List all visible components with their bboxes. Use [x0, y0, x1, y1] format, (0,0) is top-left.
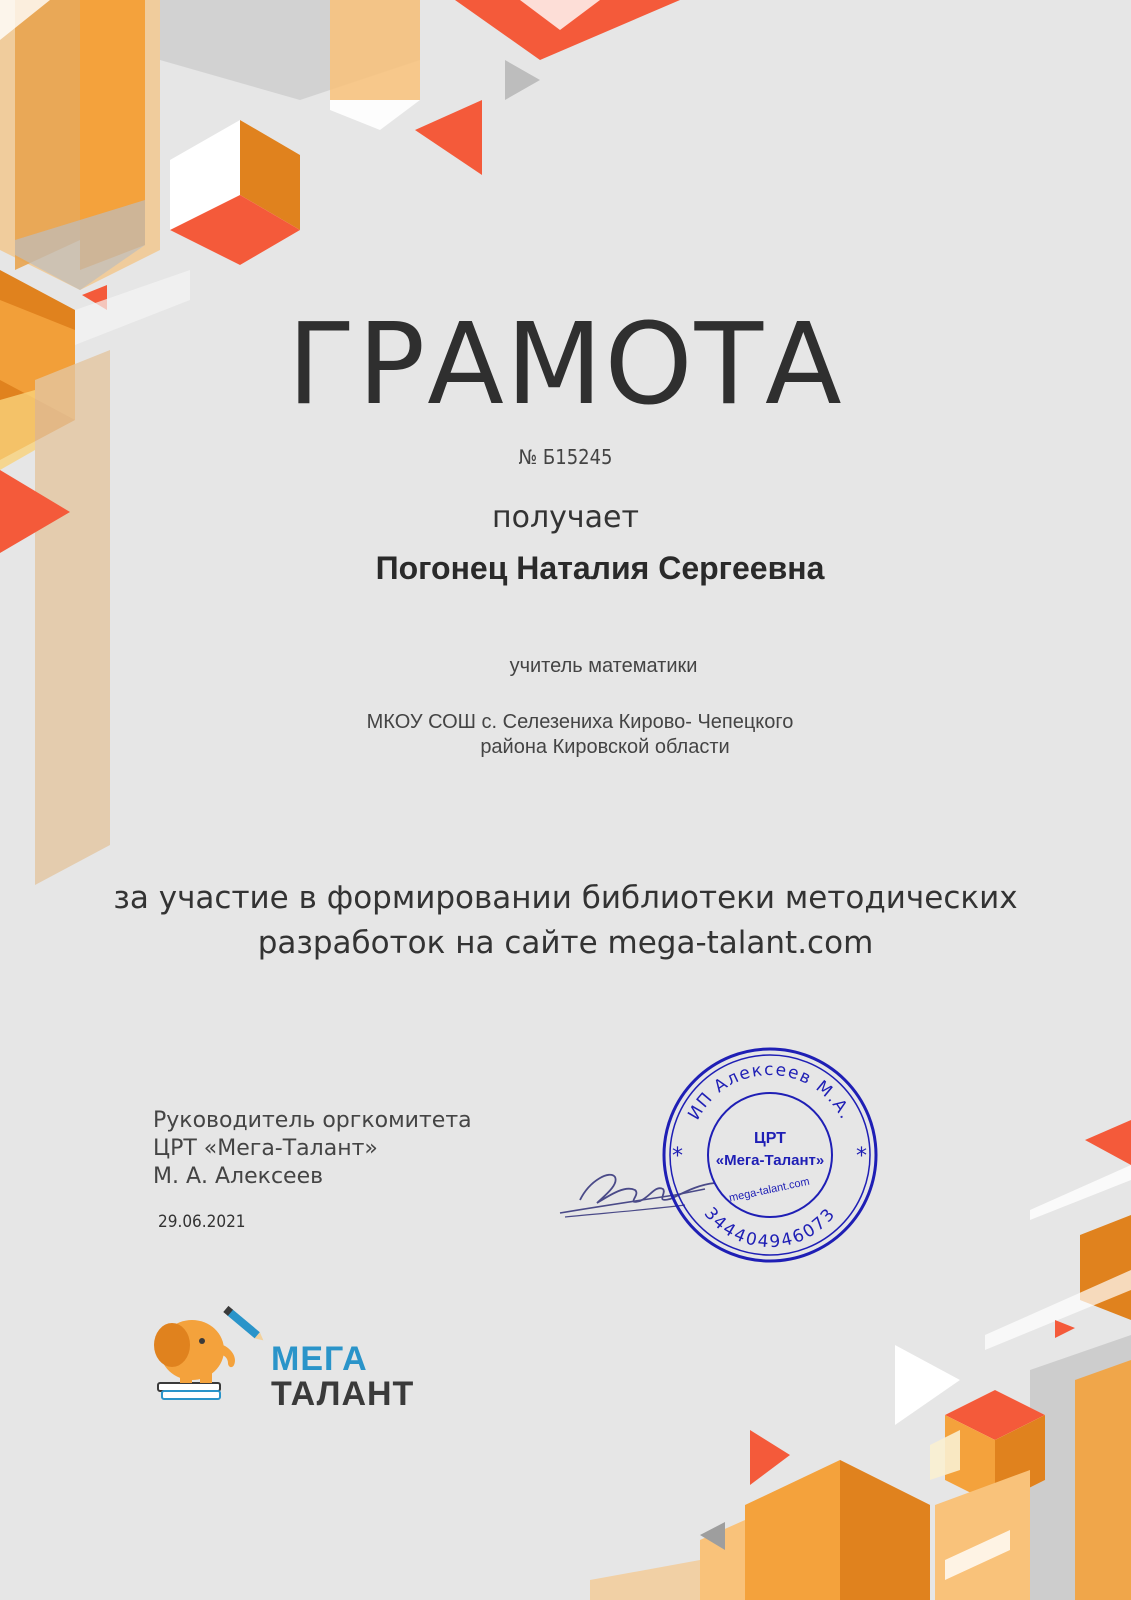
stamp-site: mega-talant.com	[728, 1175, 811, 1205]
stamp-center-line-2: «Мега-Талант»	[715, 1152, 825, 1169]
stamp-star-left: *	[672, 1144, 683, 1169]
stamp-star-right: *	[856, 1144, 867, 1169]
logo-text-mega: МЕГА	[271, 1340, 368, 1378]
recipient-position: учитель математики	[509, 655, 698, 677]
elephant-logo-icon	[150, 1305, 270, 1405]
stamp-center-line-1: ЦРТ	[754, 1130, 786, 1147]
organization-line-2: района Кировской области	[480, 736, 730, 758]
logo-text-talant: ТАЛАНТ	[271, 1375, 415, 1413]
svg-text:344404946073	[700, 1204, 840, 1252]
organization-line-1: МКОУ СОШ с. Селезениха Кирово- Чепецкого	[366, 711, 794, 733]
stamp-inn: 344404946073	[699, 1203, 841, 1253]
issue-date: 29.06.2021	[158, 1212, 246, 1232]
certificate-number: № Б15245	[518, 445, 613, 469]
signatory-title: Руководитель оргкомитета	[153, 1108, 472, 1133]
signatory-name: М. А. Алексеев	[153, 1164, 324, 1189]
signatory-organization: ЦРТ «Мега-Талант»	[153, 1136, 378, 1161]
recipient-name: Погонец Наталия Сергеевна	[375, 550, 825, 586]
receives-label: получает	[492, 500, 639, 535]
reason-line-2: разработок на сайте mega-talant.com	[257, 925, 874, 961]
official-stamp	[660, 1045, 880, 1265]
certificate-title: ГРАМОТА	[287, 300, 844, 430]
reason-line-1: за участие в формировании библиотеки методических	[113, 880, 1018, 916]
stamp-outer-text: ИП Алексеев М.А.	[684, 1059, 856, 1124]
